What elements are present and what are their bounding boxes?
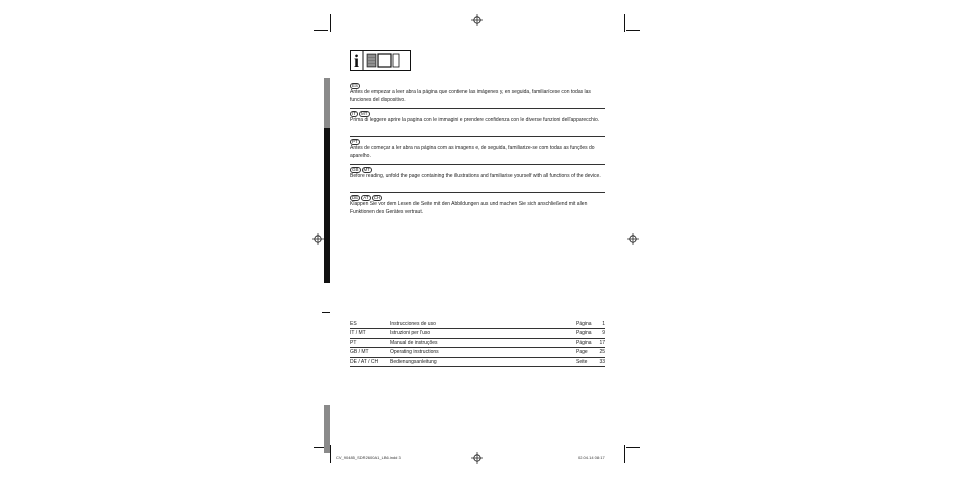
divider bbox=[350, 108, 605, 109]
crop-mark bbox=[330, 14, 331, 32]
side-bar-grey-bottom bbox=[324, 405, 330, 453]
instruction-text: Prima di leggere aprire la pagina con le immagini e prendere confidenza con le diverse funzioni dell'apparecchio. bbox=[350, 117, 600, 123]
crop-mark bbox=[322, 312, 330, 313]
svg-text:i: i bbox=[353, 51, 360, 71]
crop-mark bbox=[626, 30, 640, 31]
crop-mark bbox=[626, 447, 640, 448]
language-block-de bbox=[350, 195, 605, 216]
crop-mark bbox=[314, 30, 328, 31]
toc-row[interactable]: ES Instrucciones de uso Página 1 bbox=[350, 320, 605, 329]
footer-filename: CV_90485_SDR2600A1_LB6.indd 3 bbox=[336, 455, 401, 460]
divider bbox=[350, 164, 605, 165]
language-codes: IT MT bbox=[352, 111, 368, 116]
divider bbox=[350, 192, 605, 193]
crop-mark bbox=[624, 14, 625, 32]
language-block-es bbox=[350, 83, 605, 104]
toc-row[interactable]: GB / MT Operating instructions Page 25 bbox=[350, 348, 605, 357]
instruction-text: Klappen Sie vor dem Lesen die Seite mit den Abbildungen aus und machen Sie sich anschließend mit allen Funktionen des Gerätes vertraut. bbox=[350, 201, 588, 215]
registration-mark-icon bbox=[312, 233, 324, 245]
instruction-text: Before reading, unfold the page containing the illustrations and familiarise yourself with all functions of the device. bbox=[350, 173, 601, 179]
instruction-text: Antes de empezar a leer abra la página que contiene las imágenes y, en seguida, familiarícese con todas las funciones del dispositivo. bbox=[350, 89, 591, 103]
language-block-pt bbox=[350, 139, 605, 160]
language-codes: DE AT CH bbox=[352, 195, 381, 200]
registration-mark-icon bbox=[627, 233, 639, 245]
divider bbox=[350, 136, 605, 137]
instruction-text: Antes de começar a ler abra na página com as imagens e, de seguida, familiarize-se com todas as funções do aparelho. bbox=[350, 145, 595, 159]
side-bar-grey bbox=[324, 78, 330, 128]
language-codes: GB MT bbox=[352, 167, 371, 172]
fold-out-page-icon bbox=[367, 54, 399, 67]
toc-row[interactable]: PT Manual de instruções Página 17 bbox=[350, 339, 605, 348]
language-codes: PT bbox=[352, 139, 358, 144]
toc-row[interactable]: DE / AT / CH Bedienungsanleitung Seite 33 bbox=[350, 358, 605, 367]
toc-row[interactable]: IT / MT Istruzioni per l'uso Pagina 9 bbox=[350, 329, 605, 338]
footer-datetime: 02.04.14 08:17 bbox=[578, 455, 605, 460]
language-block-it bbox=[350, 111, 605, 125]
registration-mark-icon bbox=[471, 452, 483, 464]
language-block-gb bbox=[350, 167, 605, 181]
crop-mark bbox=[624, 445, 625, 463]
side-bar-black bbox=[324, 128, 330, 283]
crop-mark bbox=[330, 445, 331, 463]
table-of-contents bbox=[350, 320, 605, 367]
registration-mark-icon bbox=[471, 14, 483, 26]
info-icon bbox=[350, 50, 411, 71]
language-codes: ES bbox=[352, 83, 359, 88]
